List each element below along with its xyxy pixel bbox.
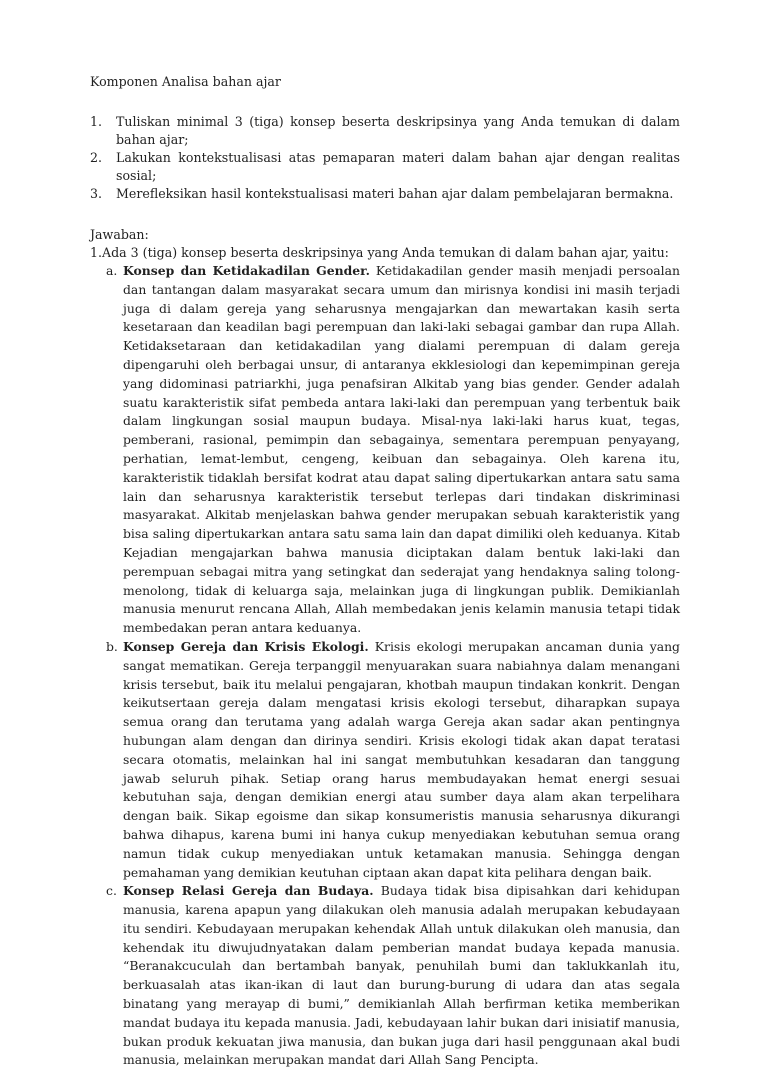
concept-heading: Konsep dan Ketidakadilan Gender.	[123, 263, 370, 278]
instruction-list	[90, 113, 680, 203]
concept-letter: c.	[106, 883, 117, 899]
answer-item	[90, 244, 680, 262]
answer-number: 1.	[90, 245, 103, 260]
concept-letter: a.	[106, 263, 118, 278]
instruction-item	[90, 185, 680, 203]
instruction-text: Merefleksikan hasil kontekstualisasi materi bahan ajar dalam pembelajaran bermakna.	[116, 186, 674, 201]
concept-letter: b.	[106, 638, 118, 654]
instruction-number: 2.	[90, 150, 103, 165]
document-title: Komponen Analisa bahan ajar	[90, 74, 281, 89]
concept-item	[90, 262, 680, 638]
concept-list	[90, 262, 680, 1070]
concept-item	[90, 638, 680, 882]
answer-heading: Jawaban:	[90, 227, 149, 242]
instruction-number: 1.	[90, 114, 103, 129]
concept-item	[90, 882, 680, 1070]
concept-body: Krisis ekologi merupakan ancaman dunia yang sangat mematikan. Gereja terpanggil menyuarakan suara nabiahnya dalam menangani krisis tersebut, baik itu melalui pengajaran, khotbah maupun tindakan konkrit. Dengan keikutsertaan gereja dalam mengatasi krisis ekologi tersebut, diharapkan supaya semua orang dan terutama yang adalah warga Gereja akan sadar akan pentingnya hubungan alam dengan dan dirinya sendiri. Krisis ekologi tidak akan dapat teratasi secara otomatis, melainkan hal ini sangat membutuhkan kesadaran dan tanggung jawab seluruh pihak. Setiap orang harus membudayakan hemat energi sesuai kebutuhan saja, dengan demikian energi atau sumber daya alam akan terpelihara dengan baik. Sikap egoisme dan sikap konsumeristis manusia seharusnya dikurangi bahwa dihapus, karena bumi ini hanya cukup menyediakan kebutuhan semua orang namun tidak cukup menyediakan untuk ketamakan manusia. Sehingga dengan pemahaman yang demikian keutuhan ciptaan akan dapat kita pelihara dengan baik.	[123, 638, 680, 880]
answer-text: Ada 3 (tiga) konsep beserta deskripsinya yang Anda temukan di dalam bahan ajar, yaitu:	[102, 245, 669, 260]
instruction-text: Tuliskan minimal 3 (tiga) konsep beserta deskripsinya yang Anda temukan di dalam bahan ajar;	[116, 114, 680, 147]
instruction-item	[90, 149, 680, 185]
concept-heading: Konsep Relasi Gereja dan Budaya.	[123, 883, 374, 899]
concept-body: Ketidakadilan gender masih menjadi persoalan dan tantangan dalam masyarakat secara umum dan mirisnya kondisi ini masih terjadi juga di dalam gereja yang seharusnya mengajarkan dan mewartakan kasih serta kesetaraan dan keadilan bagi perempuan dan laki-laki sebagai gambar dan rupa Allah. Ketidaksetaraan dan ketidakadilan yang dialami perempuan di dalam gereja dipengaruhi oleh berbagai unsur, di antaranya ekklesiologi dan kepemimpinan gereja yang didominasi patriarkhi, juga penafsiran Alkitab yang bias gender. Gender adalah suatu karakteristik sifat pembeda antara laki-laki dan perempuan yang terbentuk baik dalam lingkungan sosial maupun budaya. Misal-nya laki-laki harus kuat, tegas, pemberani, rasional, pemimpin dan sebagainya, sementara perempuan penyayang, perhatian, lemat-lembut, cengeng, keibuan dan sebagainya. Oleh karena itu, karakteristik tidaklah bersifat kodrat atau dapat saling dipertukarkan antara satu sama lain dan seharusnya karakteristik tersebut terlepas dari tindakan diskriminasi masyarakat. Alkitab menjelaskan bahwa gender merupakan sebuah karakteristik yang bisa saling dipertukarkan antara satu sama lain dan dapat dimiliki oleh keduanya. Kitab Kejadian mengajarkan bahwa manusia diciptakan dalam bentuk laki-laki dan perempuan sebagai mitra yang setingkat dan sederajat yang hendaknya saling tolong-menolong, tidak di keluarga saja, melainkan juga di lingkungan publik. Demikianlah manusia menurut rencana Allah, Allah membedakan jenis kelamin manusia tetapi tidak membedakan peran antara keduanya.	[123, 263, 680, 636]
concept-body: Budaya tidak bisa dipisahkan dari kehidupan manusia, karena apapun yang dilakukan oleh manusia adalah merupakan kebudayaan itu sendiri. Kebudayaan merupakan kehendak Allah untuk dilakukan oleh manusia, dan kehendak itu diwujudnyatakan dalam pemberian mandat budaya kepada manusia. “Beranakcuculah dan bertambah banyak, penuhilah bumi dan taklukkanlah itu, berkuasalah atas ikan-ikan di laut dan burung-burung di udara dan atas segala binatang yang merayap di bumi,” demikianlah Allah berfirman ketika memberikan mandat budaya itu kepada manusia. Jadi, kebudayaan lahir bukan dari inisiatif manusia, bukan produk kekuatan jiwa manusia, dan bukan juga dari hasil penggunaan akal budi manusia, melainkan merupakan mandat dari Allah Sang Pencipta.	[123, 883, 681, 1068]
instruction-item	[90, 113, 680, 149]
concept-heading: Konsep Gereja dan Krisis Ekologi.	[123, 638, 369, 654]
instruction-text: Lakukan kontekstualisasi atas pemaparan materi dalam bahan ajar dengan realitas sosial;	[116, 150, 680, 183]
instruction-number: 3.	[90, 186, 103, 201]
